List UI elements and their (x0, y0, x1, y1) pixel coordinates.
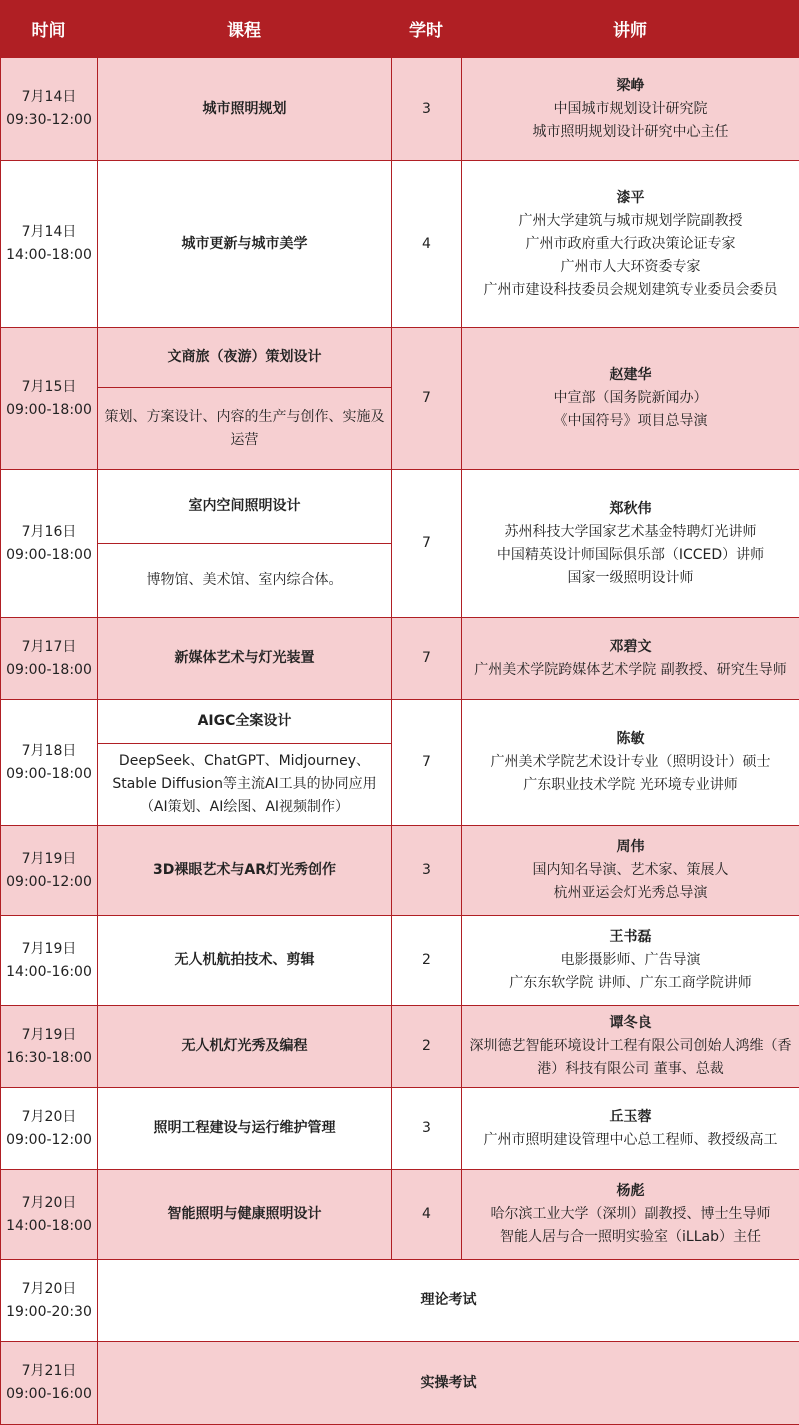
session-date: 7月19日 (21, 940, 77, 957)
course-detail-line: DeepSeek、ChatGPT、Midjourney、 (118, 753, 371, 769)
course-hours: 4 (422, 235, 431, 252)
teacher-bio-line: 国内知名导演、艺术家、策展人 (532, 862, 729, 878)
course-detail-line: （AI策划、AI绘图、AI视频制作） (139, 799, 350, 815)
teacher-name: 杨彪 (616, 1183, 645, 1199)
hours-cell (391, 699, 462, 826)
teacher-cell (461, 1087, 799, 1170)
teacher-name: 王书磊 (609, 929, 652, 945)
teacher-cell (461, 1005, 799, 1088)
teacher-bio-line: 城市照明规划设计研究中心主任 (532, 123, 729, 140)
course-detail-cell (97, 543, 392, 618)
teacher-cell (461, 327, 799, 470)
course-title: 无人机灯光秀及编程 (181, 1038, 308, 1054)
teacher-bio-line: 广州大学建筑与城市规划学院副教授 (518, 212, 743, 229)
teacher-name: 赵建华 (609, 367, 652, 383)
hours-cell (391, 469, 462, 618)
course-hours: 7 (422, 650, 431, 666)
teacher-cell (461, 469, 799, 618)
course-hours: 3 (422, 100, 431, 117)
row-time-cell (0, 915, 98, 1006)
teacher-cell (461, 1169, 799, 1260)
hours-cell (391, 1169, 462, 1260)
course-cell (97, 1169, 392, 1260)
row-time-cell (0, 57, 98, 161)
course-hours: 7 (422, 535, 431, 551)
course-detail-line: Stable Diffusion等主流AI工具的协同应用 (112, 776, 377, 792)
exam-cell (97, 1341, 799, 1425)
session-date: 7月14日 (21, 224, 77, 240)
teacher-bio-line: 深圳德艺智能环境设计工程有限公司创始人鸿维（香港）科技有限公司 董事、总裁 (469, 1038, 792, 1077)
session-date: 7月15日 (21, 378, 77, 395)
teacher-bio-line: 智能人居与合一照明实验室（iLLab）主任 (500, 1229, 761, 1245)
course-cell (97, 57, 392, 161)
session-date: 7月19日 (21, 850, 77, 867)
course-title: AIGC全案设计 (197, 713, 292, 729)
row-time-cell (0, 1087, 98, 1170)
row-time-cell (0, 1169, 98, 1260)
course-cell (97, 160, 392, 328)
hours-cell (391, 1087, 462, 1170)
header-teacher: 讲师 (613, 21, 647, 41)
teacher-cell (461, 699, 799, 826)
session-time-range: 09:00-16:00 (6, 1386, 92, 1402)
teacher-name: 漆平 (616, 189, 645, 206)
session-time-range: 09:30-12:00 (6, 112, 92, 128)
exam-cell (97, 1259, 799, 1342)
header-hours: 学时 (409, 21, 443, 41)
teacher-bio-line: 电影摄影师、广告导演 (560, 952, 701, 968)
session-time-range: 09:00-18:00 (6, 401, 92, 418)
course-title: 文商旅（夜游）策划设计 (167, 349, 322, 365)
course-title-cell (97, 327, 392, 388)
course-detail-cell (97, 743, 392, 826)
course-title: 3D裸眼艺术与AR灯光秀创作 (153, 862, 336, 878)
teacher-name: 郑秋伟 (609, 500, 652, 517)
course-detail: 博物馆、美术馆、室内综合体。 (146, 572, 343, 588)
exam-title: 理论考试 (420, 1292, 477, 1308)
course-detail: 策划、方案设计、内容的生产与创作、实施及运营 (104, 408, 385, 448)
teacher-bio-line: 哈尔滨工业大学（深圳）副教授、博士生导师 (490, 1206, 771, 1222)
teacher-bio-line: 杭州亚运会灯光秀总导演 (553, 885, 708, 901)
session-time-range: 14:00-18:00 (6, 247, 92, 263)
hours-cell (391, 1005, 462, 1088)
session-date: 7月17日 (21, 638, 77, 655)
course-hours: 3 (422, 1120, 431, 1136)
teacher-bio-line: 广州市人大环资委专家 (560, 258, 701, 275)
session-date: 7月18日 (21, 742, 77, 759)
teacher-name: 丘玉蓉 (609, 1108, 652, 1125)
row-time-cell (0, 1005, 98, 1088)
header-time: 时间 (31, 21, 66, 41)
teacher-bio-line: 《中国符号》项目总导演 (553, 413, 708, 429)
teacher-name: 陈敏 (616, 731, 645, 747)
session-time-range: 14:00-18:00 (6, 1217, 92, 1234)
row-time-cell (0, 160, 98, 328)
session-date: 7月16日 (21, 523, 77, 540)
session-time-range: 09:00-12:00 (6, 873, 92, 890)
row-time-cell (0, 327, 98, 470)
course-title-cell (97, 699, 392, 744)
teacher-bio-line: 广州市政府重大行政决策论证专家 (525, 235, 736, 252)
course-hours: 4 (422, 1206, 431, 1222)
session-date: 7月21日 (21, 1363, 77, 1379)
session-time-range: 16:30-18:00 (6, 1049, 92, 1066)
hours-cell (391, 57, 462, 161)
exam-title: 实操考试 (420, 1374, 477, 1391)
session-time-range: 19:00-20:30 (6, 1303, 92, 1320)
hours-cell (391, 160, 462, 328)
row-time-cell (0, 617, 98, 700)
session-date: 7月20日 (21, 1280, 77, 1297)
session-time-range: 14:00-16:00 (6, 963, 92, 980)
teacher-cell (461, 617, 799, 700)
course-hours: 7 (422, 754, 431, 770)
row-time-cell (0, 1259, 98, 1342)
course-hours: 7 (422, 390, 431, 406)
teacher-bio-line: 中国精英设计师国际俱乐部（ICCED）讲师 (496, 546, 765, 563)
course-cell (97, 825, 392, 916)
course-detail-cell (97, 387, 392, 470)
course-title: 城市照明规划 (202, 100, 287, 117)
teacher-bio-line: 中国城市规划设计研究院 (553, 100, 708, 117)
teacher-bio-line: 苏州科技大学国家艺术基金特聘灯光讲师 (504, 523, 757, 540)
teacher-bio-line: 广州市建设科技委员会规划建筑专业委员会委员 (483, 281, 778, 298)
teacher-name: 周伟 (616, 839, 645, 855)
teacher-bio-line: 中宣部（国务院新闻办） (553, 390, 708, 406)
session-time-range: 09:00-18:00 (6, 546, 92, 563)
teacher-bio-line: 广州美术学院跨媒体艺术学院 副教授、研究生导师 (474, 661, 787, 678)
teacher-name: 谭冬良 (609, 1015, 652, 1031)
course-hours: 2 (422, 1038, 431, 1054)
session-date: 7月14日 (21, 89, 77, 105)
session-date: 7月20日 (21, 1108, 77, 1125)
teacher-cell (461, 160, 799, 328)
course-title: 无人机航拍技术、剪辑 (174, 952, 315, 968)
session-time-range: 09:00-12:00 (6, 1131, 92, 1148)
hours-cell (391, 915, 462, 1006)
course-title: 新媒体艺术与灯光装置 (174, 650, 315, 666)
table-header (0, 0, 799, 57)
row-time-cell (0, 699, 98, 826)
header-course: 课程 (227, 21, 261, 41)
hours-cell (391, 825, 462, 916)
teacher-bio-line: 广州美术学院艺术设计专业（照明设计）硕士 (490, 754, 771, 770)
course-cell (97, 1005, 392, 1088)
session-time-range: 09:00-18:00 (6, 765, 92, 782)
row-time-cell (0, 825, 98, 916)
teacher-cell (461, 915, 799, 1006)
course-cell (97, 1087, 392, 1170)
teacher-cell (461, 57, 799, 161)
hours-cell (391, 327, 462, 470)
row-time-cell (0, 469, 98, 618)
teacher-name: 梁峥 (616, 77, 645, 94)
teacher-name: 邓碧文 (609, 638, 652, 655)
course-title: 城市更新与城市美学 (181, 235, 308, 252)
course-hours: 2 (422, 952, 431, 968)
course-hours: 3 (422, 862, 431, 878)
hours-cell (391, 617, 462, 700)
course-title: 照明工程建设与运行维护管理 (153, 1120, 336, 1136)
session-date: 7月19日 (21, 1026, 77, 1043)
teacher-bio-line: 广东东软学院 讲师、广东工商学院讲师 (509, 975, 752, 991)
course-title: 智能照明与健康照明设计 (167, 1206, 322, 1222)
teacher-bio-line: 国家一级照明设计师 (567, 569, 694, 586)
row-time-cell (0, 1341, 98, 1425)
course-cell (97, 915, 392, 1006)
teacher-cell (461, 825, 799, 916)
teacher-bio-line: 广东职业技术学院 光环境专业讲师 (523, 777, 738, 793)
session-time-range: 09:00-18:00 (6, 661, 92, 678)
course-title: 室内空间照明设计 (188, 498, 301, 514)
course-title-cell (97, 469, 392, 544)
teacher-bio-line: 广州市照明建设管理中心总工程师、教授级高工 (483, 1131, 778, 1148)
course-cell (97, 617, 392, 700)
session-date: 7月20日 (21, 1194, 77, 1211)
